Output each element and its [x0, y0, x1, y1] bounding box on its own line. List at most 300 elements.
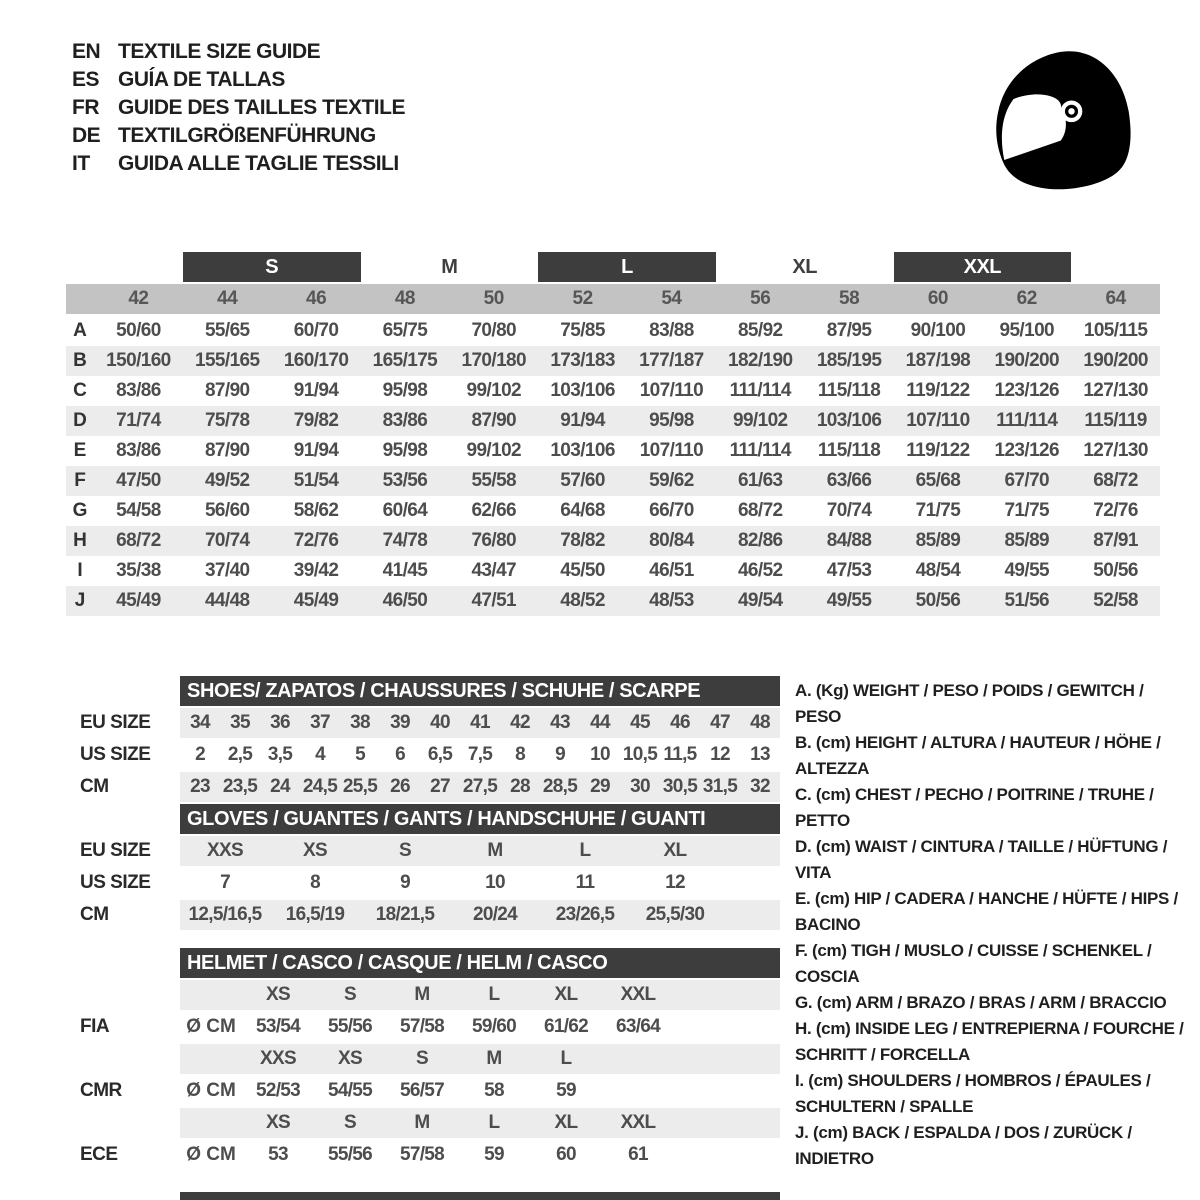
shoes-value: 7,5	[467, 744, 493, 765]
apparel-size-table-body	[66, 316, 1160, 616]
numeric-size: 60	[927, 288, 948, 309]
shoes-row-values	[180, 708, 780, 738]
size-group-l: L	[538, 252, 716, 282]
gloves-table-title: GLOVES / GUANTES / GANTS / HANDSCHUHE / GUANTI	[180, 804, 780, 834]
shoes-value: 12	[710, 744, 730, 765]
measurement-legend	[795, 678, 1187, 1172]
helmet-size-value: 59	[556, 1080, 576, 1101]
shoes-value: 38	[350, 712, 370, 733]
helmet-size-label: L	[560, 1048, 572, 1069]
size-value: 37/40	[204, 560, 250, 581]
size-value: 44/48	[204, 590, 250, 611]
gloves-value: L	[579, 840, 591, 861]
size-value: 103/106	[550, 440, 615, 461]
numeric-size: 54	[661, 288, 682, 309]
diameter-unit: Ø CM	[186, 1080, 236, 1101]
size-value: 47/51	[471, 590, 517, 611]
shoes-value: 34	[190, 712, 210, 733]
size-value: 155/165	[195, 350, 260, 371]
size-value: 95/98	[382, 380, 428, 401]
size-value: 173/183	[550, 350, 615, 371]
size-value: 54/58	[116, 500, 161, 521]
diameter-unit: Ø CM	[186, 1016, 236, 1037]
size-value: 87/91	[1093, 530, 1138, 551]
shoes-value: 35	[230, 712, 250, 733]
shoes-value: 3,5	[267, 744, 293, 765]
size-value: 165/175	[372, 350, 438, 371]
row-label: C	[73, 380, 87, 401]
size-value: 72/76	[293, 530, 339, 551]
shoes-row-values	[180, 740, 780, 770]
language-code: EN	[72, 40, 101, 63]
shoes-value: 23	[190, 776, 210, 797]
shoes-row-label: EU SIZE	[80, 712, 151, 733]
helmet-size-value: 63/64	[615, 1016, 661, 1037]
helmet-size-label: XL	[554, 984, 578, 1005]
size-value: 123/126	[994, 380, 1059, 401]
helmet-size-value: 53	[268, 1144, 288, 1165]
language-code: FR	[72, 96, 99, 119]
helmet-size-label: S	[416, 1048, 428, 1069]
gloves-row-values	[180, 836, 780, 866]
helmet-size-value: 61	[628, 1144, 648, 1165]
helmet-size-label: XXL	[620, 984, 656, 1005]
size-value: 68/72	[116, 530, 161, 551]
helmet-size-header-row-cmr	[66, 1044, 780, 1074]
helmet-size-label: XL	[554, 1112, 578, 1133]
helmet-size-header-row-ece	[66, 1108, 780, 1138]
shoes-value: 26	[390, 776, 410, 797]
gloves-value: 8	[310, 872, 320, 893]
helmet-size-label: XS	[338, 1048, 362, 1069]
gloves-value: 25,5/30	[645, 904, 705, 925]
shoes-row-label: CM	[80, 776, 109, 797]
size-value: 60/64	[382, 500, 428, 521]
legend-item: E. (cm) HIP / CADERA / HANCHE / HÜFTE / HIPS / BACINO	[795, 889, 1178, 934]
gloves-value: 12	[665, 872, 685, 893]
shoes-value: 29	[590, 776, 610, 797]
size-value: 123/126	[994, 440, 1059, 461]
measurement-row-e	[66, 436, 1160, 466]
size-value: 50/56	[915, 590, 961, 611]
language-title: TEXTILE SIZE GUIDE	[118, 40, 321, 63]
size-value: 49/54	[737, 590, 783, 611]
language-row	[72, 66, 405, 94]
size-value: 107/110	[639, 380, 704, 401]
size-value: 71/75	[915, 500, 961, 521]
size-value: 105/115	[1083, 320, 1148, 341]
shoes-value: 25,5	[342, 776, 378, 797]
legend-item: H. (cm) INSIDE LEG / ENTREPIERNA / FOURCHE / SCHRITT / FORCELLA	[795, 1019, 1184, 1064]
numeric-size: 46	[306, 288, 327, 309]
helmet-size-value: 59	[484, 1144, 504, 1165]
size-value: 50/56	[1093, 560, 1138, 581]
shoes-value: 9	[555, 744, 565, 765]
measurement-row-i	[66, 556, 1160, 586]
size-value: 160/170	[283, 350, 349, 371]
row-label: A	[73, 320, 87, 341]
gloves-value: 10	[485, 872, 505, 893]
size-group-xl: XL	[792, 255, 817, 278]
shoes-value: 6	[395, 744, 405, 765]
helmet-size-label: XS	[266, 1112, 290, 1133]
language-title: GUÍA DE TALLAS	[118, 68, 285, 91]
size-value: 80/84	[649, 530, 694, 551]
size-value: 99/102	[466, 440, 521, 461]
language-code: DE	[72, 124, 101, 147]
size-value: 87/90	[204, 440, 250, 461]
helmet-size-spacer	[66, 1108, 180, 1138]
helmet-table-title: HELMET / CASCO / CASQUE / HELM / CASCO	[180, 948, 780, 978]
shoes-value: 4	[315, 744, 325, 765]
shoes-row-label: US SIZE	[80, 744, 151, 765]
size-value: 83/86	[382, 410, 428, 431]
size-value: 61/63	[737, 470, 783, 491]
legend-item: B. (cm) HEIGHT / ALTURA / HAUTEUR / HÖHE / ALTEZZA	[795, 733, 1161, 778]
measurement-row-c	[66, 376, 1160, 406]
shoes-value: 23,5	[222, 776, 258, 797]
shoes-table-title: SHOES/ ZAPATOS / CHAUSSURES / SCHUHE / SCARPE	[180, 676, 780, 706]
shoes-value: 36	[270, 712, 290, 733]
language-title: GUIDA ALLE TAGLIE TESSILI	[118, 152, 399, 175]
shoes-value: 5	[355, 744, 365, 765]
size-value: 111/114	[996, 410, 1058, 431]
helmet-standard-label: CMR	[80, 1080, 122, 1101]
size-group-header-row	[66, 252, 1160, 282]
measurement-row-b	[66, 346, 1160, 376]
size-value: 170/180	[461, 350, 526, 371]
size-value: 190/200	[1083, 350, 1148, 371]
language-code: ES	[72, 68, 100, 91]
gloves-value: 18/21,5	[375, 904, 435, 925]
bottom-partial-bar	[180, 1192, 780, 1200]
size-value: 64/68	[560, 500, 605, 521]
shoes-value: 10,5	[622, 744, 658, 765]
measurement-row-d	[66, 406, 1160, 436]
size-value: 115/119	[1084, 410, 1147, 431]
size-value: 150/160	[106, 350, 171, 371]
helmet-size-labels	[180, 1108, 780, 1138]
shoes-value: 28,5	[542, 776, 578, 797]
size-value: 87/90	[471, 410, 517, 431]
helmet-size-value: 59/60	[471, 1016, 517, 1037]
size-value: 66/70	[649, 500, 694, 521]
row-label: J	[74, 590, 86, 611]
size-value: 41/45	[382, 560, 428, 581]
measurement-row-f	[66, 466, 1160, 496]
helmet-size-label: S	[344, 984, 356, 1005]
size-value: 47/50	[116, 470, 161, 491]
helmet-size-value: 61/62	[543, 1016, 589, 1037]
shoes-value: 40	[430, 712, 450, 733]
size-value: 83/86	[116, 440, 161, 461]
helmet-size-label: M	[414, 984, 430, 1005]
gloves-row-values	[180, 868, 780, 898]
helmet-size-value: 55/56	[327, 1144, 373, 1165]
size-value: 90/100	[910, 320, 966, 341]
gloves-value: 16,5/19	[285, 904, 345, 925]
shoes-value: 41	[470, 712, 490, 733]
size-value: 91/94	[293, 440, 339, 461]
helmet-size-value: 57/58	[399, 1144, 445, 1165]
size-value: 68/72	[737, 500, 783, 521]
size-value: 190/200	[994, 350, 1059, 371]
helmet-size-labels	[180, 980, 780, 1010]
helmet-size-value: 52/53	[255, 1080, 301, 1101]
size-value: 115/118	[817, 440, 881, 461]
row-label: E	[73, 440, 87, 461]
legend-item: G. (cm) ARM / BRAZO / BRAS / ARM / BRACCIO	[795, 993, 1167, 1012]
shoes-row-values	[180, 772, 780, 802]
size-value: 99/102	[466, 380, 521, 401]
size-value: 107/110	[906, 410, 970, 431]
numeric-size: 62	[1016, 288, 1037, 309]
size-value: 111/114	[729, 440, 791, 461]
helmet-size-header-row-fia	[66, 980, 780, 1010]
helmet-standard-values	[180, 1140, 780, 1170]
row-label: H	[73, 530, 87, 551]
row-label: B	[73, 350, 87, 371]
helmet-size-label: M	[414, 1112, 430, 1133]
helmet-size-value: 60	[556, 1144, 576, 1165]
size-value: 75/78	[204, 410, 250, 431]
apparel-size-table	[66, 252, 1160, 616]
size-value: 119/122	[906, 440, 970, 461]
size-value: 99/102	[732, 410, 788, 431]
helmet-standard-label: ECE	[80, 1144, 118, 1165]
size-value: 87/90	[204, 380, 250, 401]
size-value: 91/94	[293, 380, 339, 401]
size-value: 83/86	[116, 380, 161, 401]
size-value: 35/38	[116, 560, 161, 581]
numeric-size: 52	[572, 288, 593, 309]
diameter-unit: Ø CM	[186, 1144, 236, 1165]
size-value: 82/86	[737, 530, 783, 551]
shoes-value: 37	[310, 712, 330, 733]
shoes-value: 47	[710, 712, 730, 733]
gloves-row-label: CM	[80, 904, 109, 925]
helmet-standard-row-fia	[66, 1012, 780, 1042]
size-value: 55/65	[204, 320, 250, 341]
gloves-size-table	[66, 804, 780, 932]
helmet-size-spacer	[66, 980, 180, 1010]
gloves-value: XS	[303, 840, 327, 861]
shoes-value: 13	[750, 744, 770, 765]
size-value: 72/76	[1093, 500, 1138, 521]
shoes-size-table	[66, 676, 780, 804]
legend-item: C. (cm) CHEST / PECHO / POITRINE / TRUHE / PETTO	[795, 785, 1154, 830]
size-value: 70/74	[204, 530, 250, 551]
gloves-value: M	[487, 840, 503, 861]
size-value: 60/70	[293, 320, 339, 341]
shoes-value: 45	[630, 712, 650, 733]
legend-item: D. (cm) WAIST / CINTURA / TAILLE / HÜFTUNG / VITA	[795, 837, 1168, 882]
helmet-standard-values	[180, 1076, 780, 1106]
numeric-size: 64	[1105, 288, 1126, 309]
gloves-value: 11	[575, 872, 595, 893]
size-value: 49/52	[204, 470, 250, 491]
gloves-value: XL	[663, 840, 687, 861]
size-value: 83/88	[649, 320, 694, 341]
size-value: 49/55	[826, 590, 872, 611]
size-value: 62/66	[471, 500, 517, 521]
helmet-size-table	[66, 948, 780, 1172]
gloves-row-label: EU SIZE	[80, 840, 151, 861]
size-value: 95/98	[382, 440, 428, 461]
measurement-row-h	[66, 526, 1160, 556]
gloves-value: 7	[220, 872, 230, 893]
gloves-row	[66, 900, 780, 930]
language-row	[72, 122, 405, 150]
row-label: D	[73, 410, 87, 431]
size-value: 91/94	[560, 410, 605, 431]
gloves-value: 9	[400, 872, 410, 893]
size-value: 43/47	[471, 560, 517, 581]
gloves-row-values	[180, 900, 780, 930]
size-value: 65/75	[382, 320, 428, 341]
legend-item: I. (cm) SHOULDERS / HOMBROS / ÉPAULES / SCHULTERN / SPALLE	[795, 1071, 1151, 1116]
helmet-size-label: M	[486, 1048, 502, 1069]
size-value: 67/70	[1004, 470, 1050, 491]
shoes-value: 30	[630, 776, 650, 797]
shoes-row	[66, 740, 780, 770]
row-label: F	[74, 470, 86, 491]
size-value: 70/80	[471, 320, 517, 341]
shoes-value: 31,5	[702, 776, 738, 797]
helmet-size-label: L	[488, 1112, 500, 1133]
size-value: 55/58	[471, 470, 517, 491]
shoes-value: 6,5	[427, 744, 453, 765]
numeric-size: 58	[839, 288, 860, 309]
measurement-row-j	[66, 586, 1160, 616]
size-value: 95/100	[999, 320, 1054, 341]
shoes-value: 28	[510, 776, 530, 797]
helmet-size-value: 55/56	[327, 1016, 373, 1037]
size-value: 39/42	[293, 560, 339, 581]
size-value: 46/51	[649, 560, 694, 581]
shoes-value: 39	[390, 712, 410, 733]
size-value: 57/60	[560, 470, 605, 491]
size-value: 59/62	[649, 470, 694, 491]
size-value: 45/49	[293, 590, 339, 611]
language-row	[72, 38, 405, 66]
size-group-s: S	[183, 252, 361, 282]
helmet-size-label: L	[488, 984, 500, 1005]
legend-item: A. (Kg) WEIGHT / PESO / POIDS / GEWITCH / PESO	[795, 681, 1144, 726]
helmet-size-label: XXL	[620, 1112, 656, 1133]
size-value: 115/118	[817, 380, 881, 401]
size-value: 182/190	[728, 350, 793, 371]
shoes-value: 42	[510, 712, 530, 733]
helmet-size-label: S	[344, 1112, 356, 1133]
size-value: 111/114	[729, 380, 791, 401]
shoes-row	[66, 772, 780, 802]
size-value: 127/130	[1083, 440, 1148, 461]
size-value: 71/75	[1004, 500, 1050, 521]
shoes-value: 48	[750, 712, 770, 733]
size-value: 74/78	[382, 530, 428, 551]
numeric-size: 44	[217, 288, 238, 309]
size-value: 68/72	[1093, 470, 1138, 491]
numeric-size: 48	[394, 288, 415, 309]
shoes-value: 32	[750, 776, 770, 797]
size-value: 107/110	[639, 440, 704, 461]
helmet-standard-row-ece	[66, 1140, 780, 1170]
size-value: 187/198	[905, 350, 971, 371]
language-title: TEXTILGRÖßENFÜHRUNG	[118, 124, 376, 147]
helmet-size-spacer	[66, 1044, 180, 1074]
size-value: 58/62	[293, 500, 339, 521]
row-label: I	[77, 560, 83, 581]
size-value: 52/58	[1093, 590, 1138, 611]
shoes-value: 2	[195, 744, 205, 765]
size-value: 75/85	[560, 320, 605, 341]
size-value: 71/74	[116, 410, 161, 431]
size-value: 78/82	[560, 530, 605, 551]
shoes-value: 30,5	[662, 776, 698, 797]
numeric-size: 56	[750, 288, 771, 309]
gloves-value: 20/24	[472, 904, 518, 925]
numeric-size-row	[66, 284, 1160, 314]
size-value: 53/56	[382, 470, 428, 491]
legend-item: J. (cm) BACK / ESPALDA / DOS / ZURÜCK / INDIETRO	[795, 1123, 1132, 1168]
shoes-row	[66, 708, 780, 738]
helmet-size-value: 53/54	[255, 1016, 301, 1037]
row-label: G	[72, 500, 88, 521]
size-value: 95/98	[649, 410, 694, 431]
shoes-value: 43	[550, 712, 570, 733]
helmet-size-label: XS	[266, 984, 290, 1005]
legend-item: F. (cm) TIGH / MUSLO / CUISSE / SCHENKEL / COSCIA	[795, 941, 1152, 986]
shoes-value: 2,5	[227, 744, 253, 765]
size-value: 56/60	[204, 500, 250, 521]
language-code: IT	[72, 152, 90, 175]
size-group-m: M	[441, 255, 458, 278]
size-value: 47/53	[826, 560, 872, 581]
size-value: 46/52	[737, 560, 783, 581]
size-value: 63/66	[826, 470, 872, 491]
shoes-value: 27,5	[462, 776, 498, 797]
helmet-size-value: 56/57	[399, 1080, 445, 1101]
gloves-row-label: US SIZE	[80, 872, 151, 893]
helmet-standard-label: FIA	[80, 1016, 110, 1037]
size-value: 177/187	[639, 350, 704, 371]
measurement-row-g	[66, 496, 1160, 526]
gloves-row	[66, 836, 780, 866]
helmet-standard-row-cmr	[66, 1076, 780, 1106]
gloves-value: 12,5/16,5	[188, 904, 262, 925]
size-value: 103/106	[550, 380, 615, 401]
language-title-list	[72, 38, 405, 178]
size-value: 51/54	[293, 470, 339, 491]
size-value: 48/54	[915, 560, 961, 581]
shoes-value: 8	[515, 744, 525, 765]
size-value: 51/56	[1004, 590, 1050, 611]
gloves-row	[66, 868, 780, 898]
size-value: 46/50	[382, 590, 428, 611]
shoes-value: 24,5	[302, 776, 338, 797]
size-value: 119/122	[906, 380, 970, 401]
size-value: 84/88	[826, 530, 872, 551]
size-value: 45/50	[560, 560, 605, 581]
size-value: 79/82	[293, 410, 339, 431]
shoes-value: 44	[590, 712, 610, 733]
helmet-size-label: XXS	[260, 1048, 296, 1069]
size-value: 65/68	[915, 470, 961, 491]
helmet-standard-values	[180, 1012, 780, 1042]
size-value: 103/106	[816, 410, 882, 431]
size-value: 127/130	[1083, 380, 1148, 401]
